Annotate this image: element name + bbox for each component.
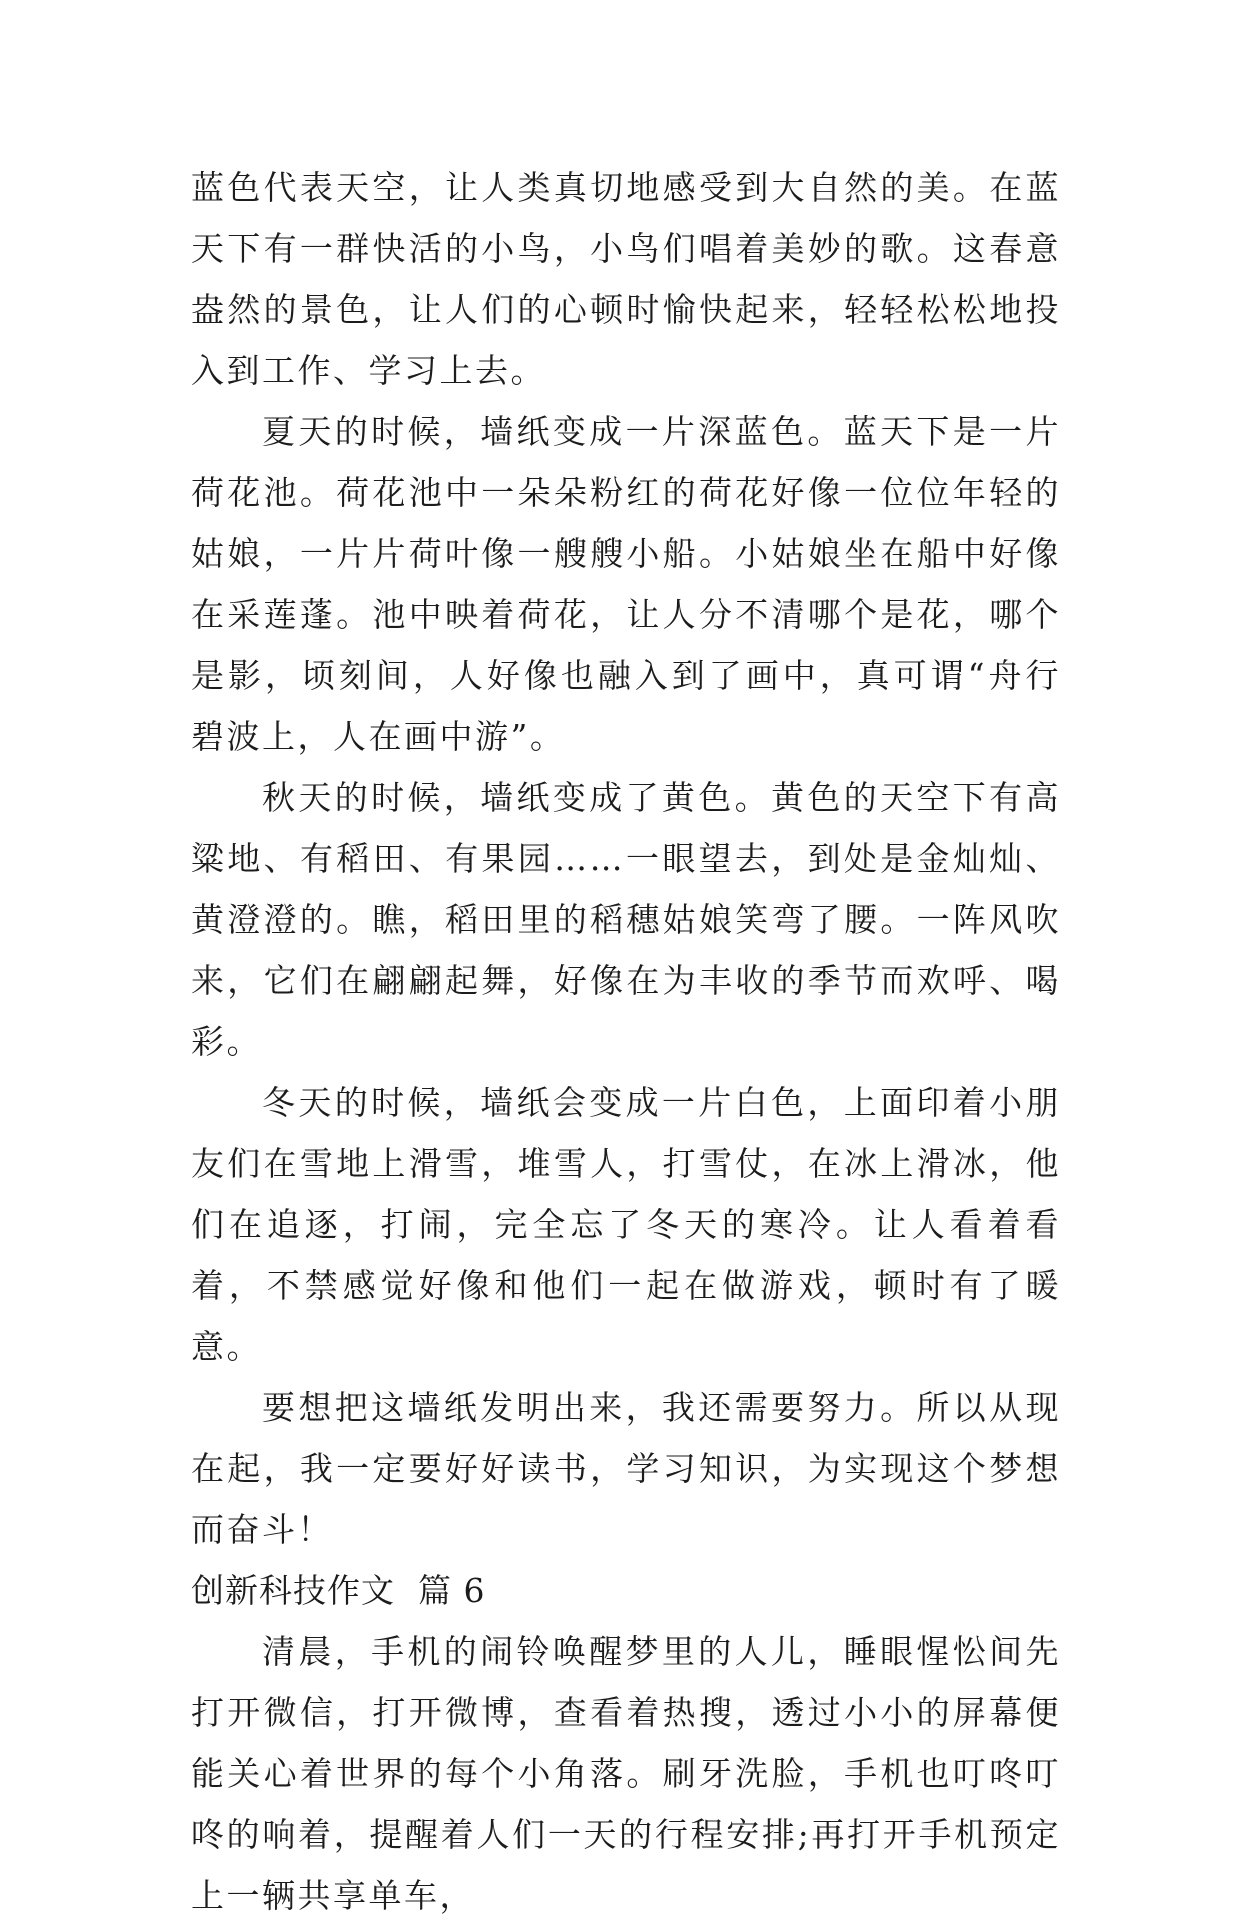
document-body (191, 157, 1061, 1926)
paragraph-summer: 夏天的时候，墙纸变成一片深蓝色。蓝天下是一片荷花池。荷花池中一朵朵粉红的荷花好像一位位年轻的姑娘，一片片荷叶像一艘艘小船。小姑娘坐在船中好像在采莲蓬。池中映着荷花，让人分不清哪个是花，哪个是影，顷刻间，人好像也融入到了画中，真可谓“舟行碧波上，人在画中游”。 (191, 412, 1061, 756)
paragraph-spring-blue-sky: 蓝色代表天空，让人类真切地感受到大自然的美。在蓝天下有一群快活的小鸟，小鸟们唱着美妙的歌。这春意盎然的景色，让人们的心顿时愉快起来，轻轻松松地投入到工作、学习上去。 (191, 168, 1061, 390)
section-heading: 创新科技作文 篇 6 (191, 1571, 486, 1610)
paragraph-conclusion: 要想把这墙纸发明出来，我还需要努力。所以从现在起，我一定要好好读书，学习知识，为实现这个梦想而奋斗！ (191, 1388, 1061, 1549)
paragraph-winter: 冬天的时候，墙纸会变成一片白色，上面印着小朋友们在雪地上滑雪，堆雪人，打雪仗，在冰上滑冰，他们在追逐，打闹，完全忘了冬天的寒冷。让人看着看着，不禁感觉好像和他们一起在做游戏，顿时有了暖意。 (191, 1083, 1061, 1366)
paragraph-autumn: 秋天的时候，墙纸变成了黄色。黄色的天空下有高粱地、有稻田、有果园……一眼望去，到处是金灿灿、黄澄澄的。瞧，稻田里的稻穗姑娘笑弯了腰。一阵风吹来，它们在翩翩起舞，好像在为丰收的季节而欢呼、喝彩。 (191, 778, 1061, 1061)
paragraph-morning-phone: 清晨，手机的闹铃唤醒梦里的人儿，睡眼惺忪间先打开微信，打开微博，查看着热搜，透过小小的屏幕便能关心着世界的每个小角落。刷牙洗脸，手机也叮咚叮咚的响着，提醒着人们一天的行程安排;再打开手机预定上一辆共享单车， (191, 1632, 1061, 1915)
